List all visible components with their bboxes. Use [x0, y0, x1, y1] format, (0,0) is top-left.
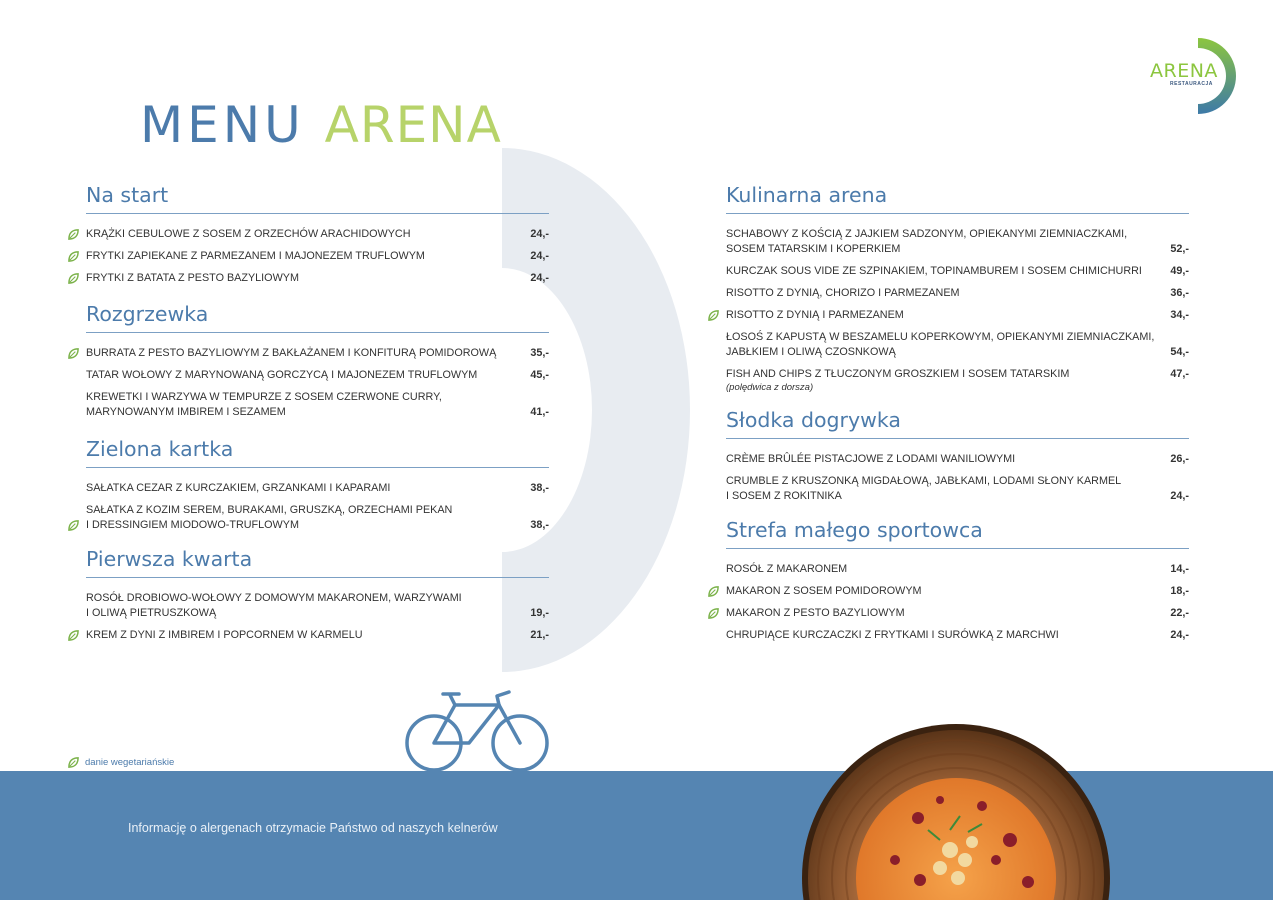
menu-item — [726, 227, 1189, 257]
menu-item — [86, 368, 549, 383]
leaf-icon — [68, 630, 79, 641]
item-name: CRÈME BRÛLÉE PISTACJOWE Z LODAMI WANILIOWYMI — [726, 453, 1016, 465]
item-price: 24,- — [1170, 490, 1189, 502]
item-name: RISOTTO Z DYNIĄ I PARMEZANEM — [726, 309, 904, 321]
item-name-line1: KREWETKI I WARZYWA W TEMPURZE Z SOSEM CZERWONE CURRY, — [86, 391, 442, 403]
section-rozgrzewka — [86, 302, 549, 427]
vegetarian-legend — [68, 757, 174, 768]
item-name — [86, 591, 462, 621]
menu-item — [726, 584, 1189, 599]
item-price: 26,- — [1170, 453, 1189, 465]
item-name-line1: SCHABOWY Z KOŚCIĄ Z JAJKIEM SADZONYM, OPIEKANYMI ZIEMNIACZKAMI, — [726, 228, 1128, 240]
menu-item — [86, 249, 549, 264]
item-name: FRYTKI ZAPIEKANE Z PARMEZANEM I MAJONEZEM TRUFLOWYM — [86, 250, 425, 262]
item-name: MAKARON Z PESTO BAZYLIOWYM — [726, 607, 905, 619]
menu-item — [86, 481, 549, 496]
menu-title — [140, 96, 502, 154]
leaf-icon — [68, 273, 79, 284]
section-na-start — [86, 183, 549, 293]
menu-item — [86, 628, 549, 643]
item-price: 47,- — [1170, 368, 1189, 380]
menu-item — [726, 264, 1189, 279]
section-title: Strefa małego sportowca — [726, 518, 1189, 549]
item-price: 49,- — [1170, 265, 1189, 277]
item-note: (polędwica z dorsza) — [726, 382, 814, 393]
menu-item — [86, 503, 549, 533]
item-name-line2: I OLIWĄ PIETRUSZKOWĄ — [86, 607, 217, 619]
item-name: RISOTTO Z DYNIĄ, CHORIZO I PARMEZANEM — [726, 287, 960, 299]
item-name: CHRUPIĄCE KURCZACZKI Z FRYTKAMI I SURÓWKĄ Z MARCHWI — [726, 629, 1059, 641]
section-title: Na start — [86, 183, 549, 214]
item-price: 38,- — [530, 482, 549, 494]
item-name: FRYTKI Z BATATA Z PESTO BAZYLIOWYM — [86, 272, 299, 284]
bicycle-icon — [403, 688, 553, 774]
item-name-line2: MARYNOWANYM IMBIREM I SEZAMEM — [86, 406, 286, 418]
menu-item — [86, 346, 549, 361]
item-name-line1: ROSÓŁ DROBIOWO-WOŁOWY Z DOMOWYM MAKARONEM, WARZYWAMI — [86, 592, 462, 604]
item-price: 38,- — [530, 519, 549, 531]
menu-item — [726, 562, 1189, 577]
item-price: 24,- — [530, 228, 549, 240]
item-name-line2: I SOSEM Z ROKITNIKA — [726, 490, 842, 502]
item-name — [726, 474, 1121, 504]
item-name: SAŁATKA CEZAR Z KURCZAKIEM, GRZANKAMI I KAPARAMI — [86, 482, 391, 494]
section-title: Słodka dogrywka — [726, 408, 1189, 439]
item-name-line2: I DRESSINGIEM MIODOWO-TRUFLOWYM — [86, 519, 299, 531]
menu-item — [726, 628, 1189, 643]
leaf-icon — [708, 310, 719, 321]
menu-title-part2: ARENA — [324, 96, 502, 154]
item-price: 34,- — [1170, 309, 1189, 321]
logo-subtitle: RESTAURACJA — [1170, 81, 1213, 87]
item-name — [726, 330, 1154, 360]
item-name: MAKARON Z SOSEM POMIDOROWYM — [726, 585, 922, 597]
item-name: KREM Z DYNI Z IMBIREM I POPCORNEM W KARMELU — [86, 629, 363, 641]
item-price: 22,- — [1170, 607, 1189, 619]
item-name-line2: SOSEM TATARSKIM I KOPERKIEM — [726, 243, 901, 255]
section-slodka-dogrywka — [726, 408, 1189, 511]
menu-item — [726, 452, 1189, 467]
allergen-note: Informację o alergenach otrzymacie Państwo od naszych kelnerów — [128, 821, 498, 835]
item-price: 24,- — [530, 250, 549, 262]
item-name-line2: JABŁKIEM I OLIWĄ CZOSNKOWĄ — [726, 346, 896, 358]
menu-item — [726, 606, 1189, 621]
section-title: Pierwsza kwarta — [86, 547, 549, 578]
item-price: 24,- — [530, 272, 549, 284]
leaf-icon — [68, 229, 79, 240]
menu-item — [726, 367, 1189, 393]
section-strefa-sportowca — [726, 518, 1189, 650]
leaf-icon — [708, 608, 719, 619]
soup-bowl-image — [800, 710, 1120, 900]
item-name — [726, 227, 1127, 257]
item-price: 18,- — [1170, 585, 1189, 597]
section-title: Kulinarna arena — [726, 183, 1189, 214]
menu-item — [726, 330, 1189, 360]
section-pierwsza-kwarta — [86, 547, 549, 650]
item-name-line1: SAŁATKA Z KOZIM SEREM, BURAKAMI, GRUSZKĄ, ORZECHAMI PEKAN — [86, 504, 453, 516]
item-price: 19,- — [530, 607, 549, 619]
leaf-icon — [68, 348, 79, 359]
legend-label: danie wegetariańskie — [85, 757, 175, 768]
item-price: 52,- — [1170, 243, 1189, 255]
leaf-icon — [708, 586, 719, 597]
item-name-line1: FISH AND CHIPS Z TŁUCZONYM GROSZKIEM I SOSEM TATARSKIM — [726, 368, 1070, 380]
leaf-icon — [68, 757, 79, 768]
section-title: Rozgrzewka — [86, 302, 549, 333]
item-price: 35,- — [530, 347, 549, 359]
item-name: KRĄŻKI CEBULOWE Z SOSEM Z ORZECHÓW ARACHIDOWYCH — [86, 228, 411, 240]
item-name: BURRATA Z PESTO BAZYLIOWYM Z BAKŁAŻANEM I KONFITURĄ POMIDOROWĄ — [86, 347, 497, 359]
item-name — [86, 503, 452, 533]
item-name — [86, 390, 442, 420]
section-kulinarna-arena — [726, 183, 1189, 400]
menu-item — [726, 286, 1189, 301]
item-price: 41,- — [530, 406, 549, 418]
item-name-line1: ŁOSOŚ Z KAPUSTĄ W BESZAMELU KOPERKOWYM, OPIEKANYMI ZIEMNIACZKAMI, — [726, 331, 1155, 343]
menu-item — [726, 474, 1189, 504]
item-price: 54,- — [1170, 346, 1189, 358]
menu-title-part1: MENU — [140, 96, 305, 154]
item-price: 36,- — [1170, 287, 1189, 299]
item-name: KURCZAK SOUS VIDE ZE SZPINAKIEM, TOPINAMBUREM I SOSEM CHIMICHURRI — [726, 265, 1142, 277]
item-price: 14,- — [1170, 563, 1189, 575]
leaf-icon — [68, 251, 79, 262]
logo-text: ARENA — [1150, 60, 1218, 82]
item-name: ROSÓŁ Z MAKARONEM — [726, 563, 848, 575]
item-price: 45,- — [530, 369, 549, 381]
menu-item — [86, 271, 549, 286]
item-name: TATAR WOŁOWY Z MARYNOWANĄ GORCZYCĄ I MAJONEZEM TRUFLOWYM — [86, 369, 478, 381]
section-zielona-kartka — [86, 437, 549, 540]
arena-logo — [1140, 34, 1245, 119]
menu-item — [726, 308, 1189, 323]
item-name — [726, 367, 1069, 393]
menu-item — [86, 227, 549, 242]
section-title: Zielona kartka — [86, 437, 549, 468]
menu-item — [86, 390, 549, 420]
menu-item — [86, 591, 549, 621]
leaf-icon — [68, 520, 79, 531]
item-price: 24,- — [1170, 629, 1189, 641]
item-name-line1: CRUMBLE Z KRUSZONKĄ MIGDAŁOWĄ, JABŁKAMI, LODAMI SŁONY KARMEL — [726, 475, 1122, 487]
item-price: 21,- — [530, 629, 549, 641]
